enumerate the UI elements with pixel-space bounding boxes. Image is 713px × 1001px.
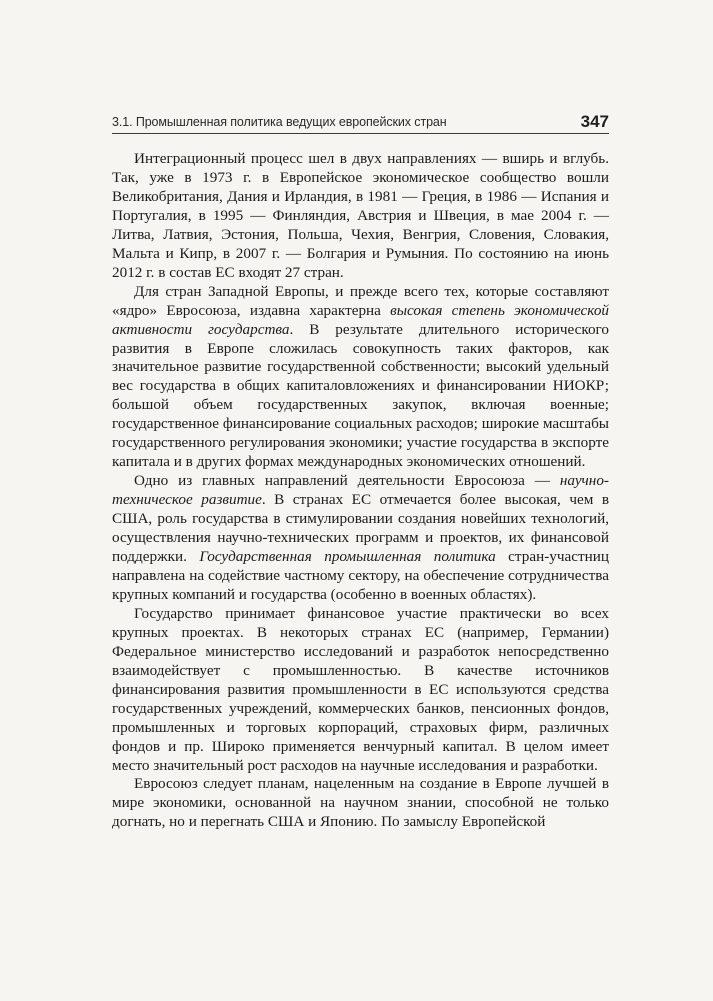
paragraph	[112, 472, 609, 605]
italic-phrase: научно-техническое развитие	[112, 472, 609, 509]
text-run: Одно из главных направлений деятельности Евросоюза —	[134, 472, 560, 490]
paragraph	[112, 283, 609, 473]
header-title: 3.1. Промышленная политика ведущих европейских стран	[112, 115, 447, 129]
paragraph	[112, 775, 609, 832]
body-text	[112, 150, 609, 832]
header-rule	[112, 133, 609, 134]
page-number: 347	[580, 112, 609, 131]
italic-phrase: высокая степень экономической активности государства	[112, 301, 610, 338]
text-run: . В странах ЕС отмечается более высокая, чем в США, роль государства в стимулировании создания новейших технологий, осуществления научно-технических программ и проектов, их финансовой поддержки.	[112, 491, 609, 566]
text-run: Для стран Западной Европы, и прежде всего тех, которые составляют «ядро» Евросоюза, издавна характерна	[112, 282, 609, 319]
paragraph	[112, 605, 609, 776]
text-run: . В результате длительного исторического развития в Европе сложилась совокупность таких факторов, как значительное развитие государственной собственности; высокий удельный вес государства в общих капиталовложениях и финансировании НИОКР; большой объем государственных закупок, включая военные; государственное финансирование социальных расходов; широкие масштабы государственного регулирования экономики; участие государства в экспорте капитала и в других формах международных экономических отношений.	[112, 320, 609, 471]
text-run: Интеграционный процесс шел в двух направлениях — вширь и вглубь. Так, уже в 1973 г. в Европейское экономическое сообщество вошли Великобритания, Дания и Ирландия, в 1981 — Греция, в 1986 — Испания и Португалия, в 1995 — Финляндия, Австрия и Швеция, в мае 2004 г. — Литва, Латвия, Эстония, Польша, Чехия, Венгрия, Словения, Словакия, Мальта и Кипр, в 2007 г. — Болгария и Румыния. По состоянию на июнь 2012 г. в состав ЕС входят 27 стран.	[112, 150, 609, 281]
text-run: Евросоюз следует планам, нацеленным на создание в Европе лучшей в мире экономики, основанной на научном знании, способной не только догнать, но и перегнать США и Японию. По замыслу Европейской	[112, 775, 609, 831]
text-run: стран-участниц направлена на содействие частному сектору, на обеспечение сотрудничества крупных компаний и государства (особенно в военных областях).	[112, 548, 610, 603]
paragraph	[112, 150, 609, 283]
italic-phrase: Государственная промышленная политика	[199, 548, 496, 566]
text-run: Государство принимает финансовое участие практически во всех крупных проектах. В некоторых странах ЕС (например, Германии) Федеральное министерство исследований и разработок непосредственно взаимодействует с промышленностью. В качестве источников финансирования развития промышленности в ЕС используются средства государственных учреждений, коммерческих банков, пенсионных фондов, промышленных и торговых корпораций, страховых фирм, различных фондов и пр. Широко применяется венчурный капитал. В целом имеет место значительный рост расходов на научные исследования и разработки.	[112, 604, 609, 774]
running-header	[112, 112, 609, 132]
